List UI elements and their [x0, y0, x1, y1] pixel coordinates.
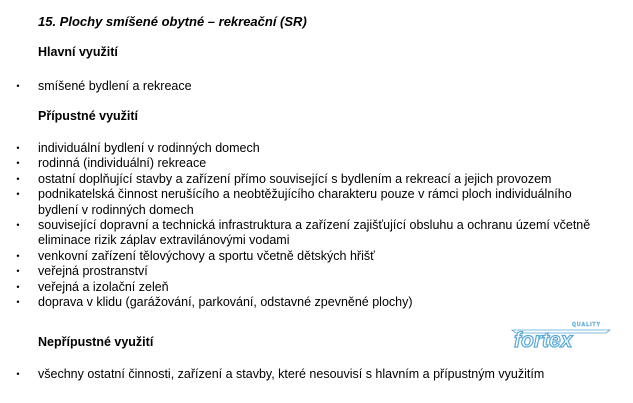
forbidden-use-list [0, 367, 620, 382]
list-item-text: všechny ostatní činnosti, zařízení a stavby, které nesouvisí s hlavním a přípustným využitím [38, 367, 545, 381]
list-item-text: individuální bydlení v rodinných domech [38, 141, 260, 155]
bullet-icon: • [16, 266, 20, 277]
bullet-icon: • [16, 369, 20, 379]
list-item [0, 218, 598, 249]
list-item [0, 264, 620, 279]
allowed-use-list [0, 141, 620, 310]
bullet-icon: • [16, 297, 20, 308]
bullet-icon: • [16, 250, 20, 261]
list-item [0, 172, 620, 187]
bullet-icon: • [16, 189, 20, 200]
list-item [0, 295, 620, 310]
svg-text:fortex: fortex [514, 329, 573, 350]
list-item-text: smíšené bydlení a rekreace [38, 79, 192, 93]
allowed-use-heading: Přípustné využití [38, 109, 139, 123]
bullet-icon: • [16, 173, 20, 184]
main-use-list [0, 79, 620, 94]
list-item-text: veřejná prostranství [38, 264, 148, 279]
list-item-text: rodinná (individuální) rekreace [38, 156, 207, 171]
svg-text:QUALITY: QUALITY [572, 322, 601, 328]
list-item [0, 156, 620, 171]
list-item [0, 79, 620, 94]
bullet-icon: • [16, 220, 20, 231]
list-item [0, 249, 620, 264]
forbidden-use-heading: Nepřípustné využití [38, 335, 154, 349]
list-item-text: ostatní doplňující stavby a zařízení přímo související s bydlením a rekreací a jejich provozem [38, 171, 552, 186]
list-item-text: doprava v klidu (garážování, parkování, odstavné zpevněné plochy) [38, 295, 413, 310]
list-item-text: veřejná a izolační zeleň [38, 279, 169, 294]
main-use-heading: Hlavní využití [38, 45, 118, 59]
fortex-watermark-logo [510, 320, 612, 350]
bullet-icon: • [16, 81, 20, 91]
list-item-text: venkovní zařízení tělovýchovy a sportu včetně dětských hřišť [38, 248, 375, 263]
list-item [0, 187, 598, 218]
list-item [0, 280, 620, 295]
list-item [0, 141, 620, 156]
bullet-icon: • [16, 281, 20, 292]
list-item-text: související dopravní a technická infrastruktura a zařízení zajišťující obsluhu a ochranu území včetně eliminace rizik záplav extravilánovými vodami [38, 218, 591, 248]
bullet-icon: • [16, 143, 20, 153]
section-title: 15. Plochy smíšené obytné – rekreační (SR) [38, 14, 307, 29]
bullet-icon: • [16, 158, 20, 169]
list-item-text: podnikatelská činnost nerušícího a neobtěžujícího charakteru pouze v rámci ploch individuálního bydlení v rodinných domech [38, 187, 572, 217]
list-item [0, 367, 620, 382]
